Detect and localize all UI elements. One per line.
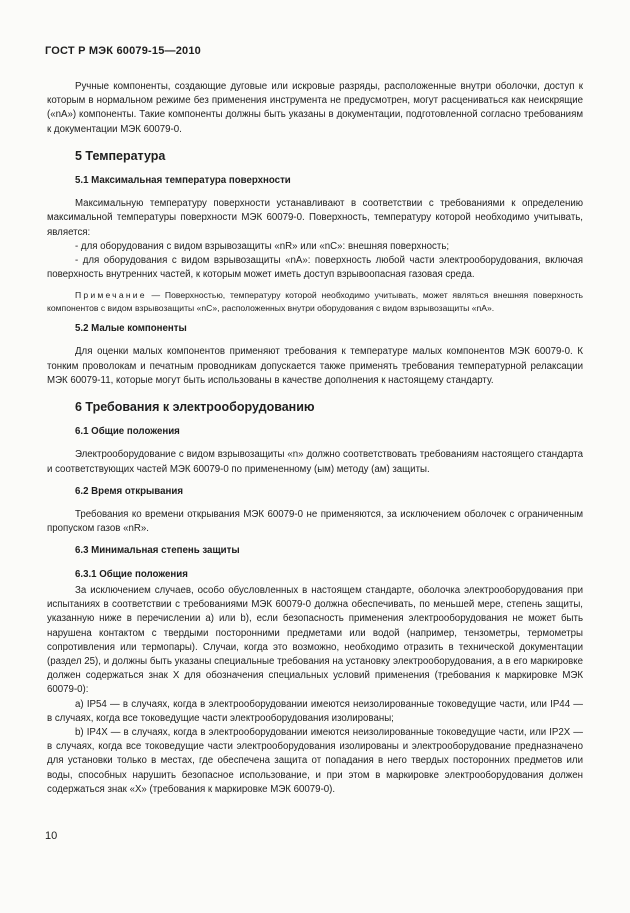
paragraph-5-2: Для оценки малых компонентов применяют требования к температуре малых компонентов МЭК 60079-0. К тонким проволокам и печатным проводникам допускается также применять требования температурной релаксации МЭК 60079-11, которые могут быть использованы в качестве дополнения к настоящему стандарту. — [47, 346, 583, 386]
subsection-5-1-heading: 5.1 Максимальная температура поверхности — [75, 175, 291, 187]
subsection-6-3-heading: 6.3 Минимальная степень защиты — [75, 545, 240, 557]
subsection-6-1-heading: 6.1 Общие положения — [75, 426, 180, 438]
paragraph-6-2: Требования ко времени открывания МЭК 60079-0 не применяются, за исключением оболочек с ограниченным пропуском газов «nR». — [47, 509, 583, 535]
list-item-5-1-2: - для оборудования с видом взрывозащиты «nA»: поверхность любой части электрооборудования, включая поверхность внутренних частей, к которым может иметь доступ взрывоопасная газовая среда. — [47, 255, 583, 281]
intro-paragraph: Ручные компоненты, создающие дуговые или искровые разряды, расположенные внутри оболочки, доступ к которым в нормальном режиме без применения инструмента не предусмотрен, могут расцениваться как неискрящие («nA») компоненты. Такие компоненты должны быть указаны в документации, подготовленной согласно требованиям к документации МЭК 60079-0. — [47, 81, 583, 135]
document-header: ГОСТ Р МЭК 60079-15—2010 — [45, 45, 202, 57]
section-6-heading: 6 Требования к электрооборудованию — [75, 400, 315, 415]
note-5-1 — [47, 289, 583, 314]
document-body — [47, 80, 583, 797]
paragraph-6-3-1: За исключением случаев, особо обусловленных в настоящем стандарте, оболочка электрооборудования при испытаниях в соответствии с требованиями МЭК 60079-0 должна обеспечивать, по меньшей мере, степень защиты, указанную ниже в перечислении а) или b), если безопасность применения электрооборудования не может быть нарушена контактом с твердыми посторонними предметами или водой (например, тензометры, термометры сопротивления или термопары). Случаи, когда это возможно, необходимо отразить в технической документации (раздел 25), и должны быть указаны специальные требования на установку электрооборудования, а в его маркировке должен содержаться знак X для обозначения специальных условий применения (требования к маркировке МЭК 60079-0): — [47, 584, 583, 696]
list-item-6-3-1-b: b) IP4X — в случаях, когда в электрооборудовании имеются неизолированные токоведущие части, или IP2X — в случаях, когда все токоведущие части электрооборудования изолированы и электрооборудование предназначено для установки только в местах, где обеспечена защита от попадания в него твердых посторонних предметов или воды, способных нарушить безопасное использование, и при этом в маркировке электрооборудования должен содержаться знак «X» (требования к маркировке МЭК 60079-0). — [47, 726, 583, 795]
paragraph-5-1: Максимальную температуру поверхности устанавливают в соответствии с требованиями к определению максимальной температуры поверхности МЭК 60079-0. Поверхность, температуру которой необходимо учитывать, является: — [47, 198, 583, 238]
subsection-5-2-heading: 5.2 Малые компоненты — [75, 323, 187, 335]
subsection-6-3-1-heading: 6.3.1 Общие положения — [75, 568, 188, 580]
note-text: — Поверхностью, температуру которой необходимо учитывать, может являться внешняя поверхность компонентов с видом взрывозащиты «nC», расположенных внутри оборудования с видом взрывозащиты «nA». — [47, 290, 583, 313]
paragraph-6-1: Электрооборудование с видом взрывозащиты «n» должно соответствовать требованиям настоящего стандарта и соответствующих частей МЭК 60079-0 по примененному (ым) методу (ам) защиты. — [47, 449, 583, 475]
list-item-5-1-1: - для оборудования с видом взрывозащиты «nR» или «nC»: внешняя поверхность; — [75, 240, 450, 252]
list-item-6-3-1-a: а) IP54 — в случаях, когда в электрооборудовании имеются неизолированные токоведущие части, или IP44 — в случаях, когда все токоведущие части электрооборудования изолированы; — [47, 698, 583, 724]
note-label: Примечание — [75, 290, 147, 301]
subsection-6-2-heading: 6.2 Время открывания — [75, 485, 183, 497]
section-5-heading: 5 Температура — [75, 148, 166, 163]
page-number: 10 — [45, 830, 58, 842]
